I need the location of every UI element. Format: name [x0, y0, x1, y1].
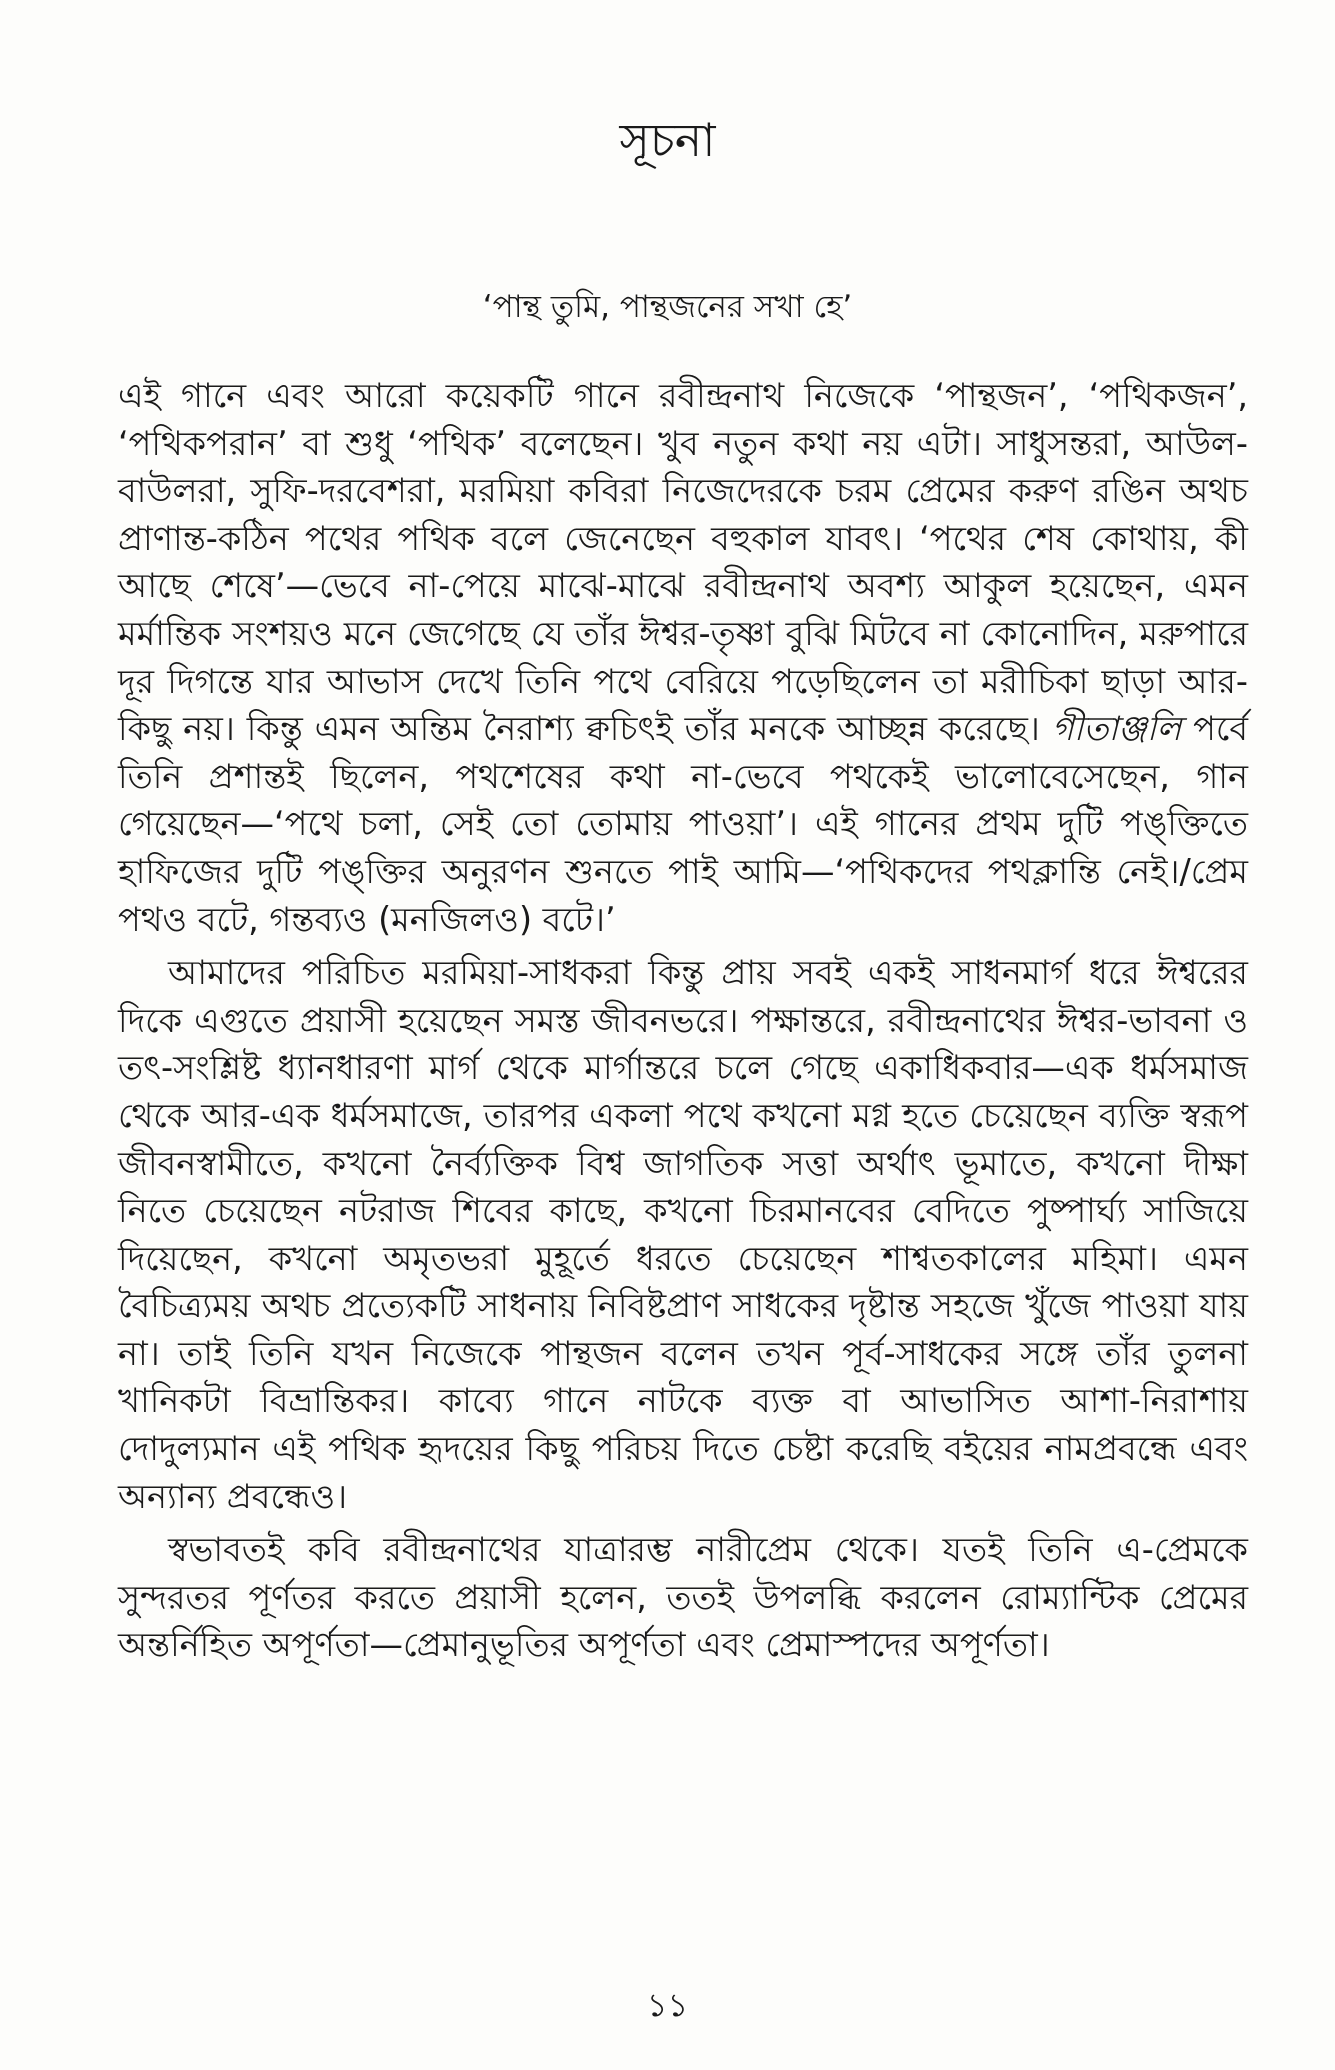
paragraph-1: [118, 372, 1248, 943]
paragraph-3: স্বভাবতই কবি রবীন্দ্রনাথের যাত্রারম্ভ নারীপ্রেম থেকে। যতই তিনি এ-প্রেমকে সুন্দরতর পূর্ণতর করতে প্রয়াসী হলেন, ততই উপলব্ধি করলেন রোম্যান্টিক প্রেমের অন্তর্নিহিত অপূর্ণতা—প্রেমানুভূতির অপূর্ণতা এবং প্রেমাস্পদের অপূর্ণতা।: [118, 1530, 1248, 1665]
book-title-italic: গীতাঞ্জলি: [1051, 709, 1182, 749]
epigraph: ‘পান্থ তুমি, পান্থজনের সখা হে’: [482, 289, 853, 325]
paragraph-2: আমাদের পরিচিত মরমিয়া-সাধকরা কিন্তু প্রায় সবই একই সাধনমার্গ ধরে ঈশ্বরের দিকে এগুতে প্রয়াসী হয়েছেন সমস্ত জীবনভরে। পক্ষান্তরে, রবীন্দ্রনাথের ঈশ্বর-ভাবনা ও তৎ-সংশ্লিষ্ট ধ্যানধারণা মার্গ থেকে মার্গান্তরে চলে গেছে একাধিকবার—এক ধর্মসমাজ থেকে আর-এক ধর্মসমাজে, তারপর একলা পথে কখনো মগ্ন হতে চেয়েছেন ব্যক্তি স্বরূপ জীবনস্বামীতে, কখনো নৈর্ব্যক্তিক বিশ্ব জাগতিক সত্তা অর্থাৎ ভূমাতে, কখনো দীক্ষা নিতে চেয়েছেন নটরাজ শিবের কাছে, কখনো চিরমানবের বেদিতে পুষ্পার্ঘ্য সাজিয়ে দিয়েছেন, কখনো অমৃতভরা মুহূর্তে ধরতে চেয়েছেন শাশ্বতকালের মহিমা। এমন বৈচিত্র্যময় অথচ প্রত্যেকটি সাধনায় নিবিষ্টপ্রাণ সাধকের দৃষ্টান্ত সহজে খুঁজে পাওয়া যায় না। তাই তিনি যখন নিজেকে পান্থজন বলেন তখন পূর্ব-সাধকের সঙ্গে তাঁর তুলনা খানিকটা বিভ্রান্তিকর। কাব্যে গানে নাটকে ব্যক্ত বা আভাসিত আশা-নিরাশায় দোদুল্যমান এই পথিক হৃদয়ের কিছু পরিচয় দিতে চেষ্টা করেছি বইয়ের নামপ্রবন্ধে এবং অন্যান্য প্রবন্ধেও।: [118, 953, 1248, 1516]
page-number: ১১: [646, 1986, 689, 2024]
chapter-title: সূচনা: [619, 113, 716, 167]
paragraph-1-text-b: পর্বে তিনি প্রশান্তই ছিলেন, পথশেষের কথা না-ভেবে পথকেই ভালোবেসেছেন, গান গেয়েছেন—‘পথে চলা, সেই তো তোমায় পাওয়া’। এই গানের প্রথম দুটি পঙ্‌ক্তিতে হাফিজের দুটি পঙ্‌ক্তির অনুরণন শুনতে পাই আমি—‘পথিকদের পথক্লান্তি নেই।/প্রেম পথও বটে, গন্তব্যও (মনজিলও) বটে।’: [118, 709, 1249, 939]
paragraph-1-text-a: এই গানে এবং আরো কয়েকটি গানে রবীন্দ্রনাথ নিজেকে ‘পান্থজন’, ‘পথিকজন’, ‘পথিকপরান’ বা শুধু ‘পথিক’ বলেছেন। খুব নতুন কথা নয় এটা। সাধুসন্তরা, আউল-বাউলরা, সুফি-দরবেশরা, মরমিয়া কবিরা নিজেদেরকে চরম প্রেমের করুণ রঙিন অথচ প্রাণান্ত-কঠিন পথের পথিক বলে জেনেছেন বহুকাল যাবৎ। ‘পথের শেষ কোথায়, কী আছে শেষে’—ভেবে না-পেয়ে মাঝে-মাঝে রবীন্দ্রনাথ অবশ্য আকুল হয়েছেন, এমন মর্মান্তিক সংশয়ও মনে জেগেছে যে তাঁর ঈশ্বর-তৃষ্ণা বুঝি মিটবে না কোনোদিন, মরুপারে দূর দিগন্তে যার আভাস দেখে তিনি পথে বেরিয়ে পড়েছিলেন তা মরীচিকা ছাড়া আর-কিছু নয়। কিন্তু এমন অন্তিম নৈরাশ্য ক্বচিৎই তাঁর মনকে আচ্ছন্ন করেছে।: [118, 376, 1248, 749]
body-text: [118, 372, 1248, 1675]
